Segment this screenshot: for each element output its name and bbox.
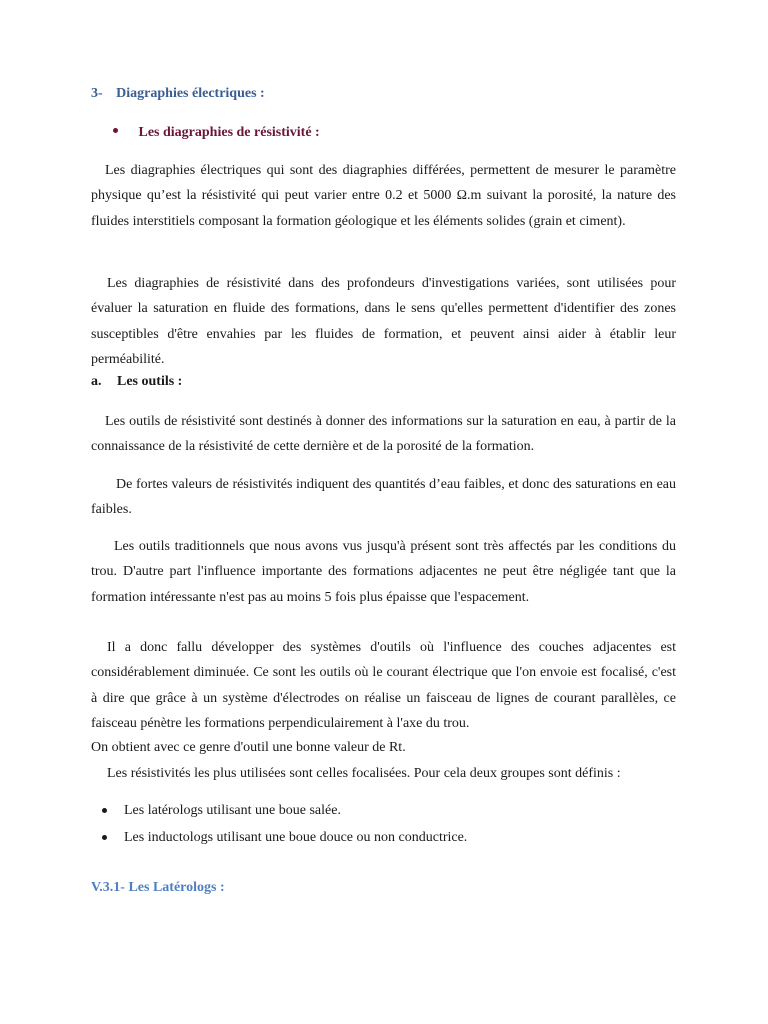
- paragraph-8: Les résistivités les plus utilisées sont celles focalisées. Pour cela deux groupes sont définis :: [107, 766, 621, 781]
- tools-heading: [91, 374, 182, 390]
- section-number: 3-: [91, 86, 103, 101]
- bullet-icon: [102, 808, 107, 813]
- bullet-list: [91, 801, 676, 855]
- bullet-icon: [113, 128, 118, 133]
- tools-heading-number: a.: [91, 374, 102, 389]
- list-item: [91, 828, 676, 855]
- list-item-text: Les latérologs utilisant une boue salée.: [124, 803, 341, 818]
- bullet-icon: [102, 835, 107, 840]
- paragraph-5: Les outils traditionnels que nous avons vus jusqu'à présent sont très affectés par les conditions du trou. D'autre part l'influence importante des formations adjacentes ne peut être négligée tant que la formation intéressante n'est pas au moins 5 fois plus épaisse que l'espacement.: [91, 539, 676, 605]
- section-heading: [91, 86, 265, 102]
- paragraph-7: On obtient avec ce genre d'outil une bonne valeur de Rt.: [91, 740, 406, 755]
- next-section-heading: V.3.1- Les Latérologs :: [91, 880, 225, 895]
- tools-heading-title: Les outils :: [117, 374, 183, 389]
- subsection-title: Les diagraphies de résistivité :: [138, 125, 320, 140]
- paragraph-3: Les outils de résistivité sont destinés à donner des informations sur la saturation en eau, à partir de la connaissance de la résistivité de cette dernière et de la porosité de la formation.: [91, 414, 676, 455]
- paragraph-4: De fortes valeurs de résistivités indiquent des quantités d’eau faibles, et donc des saturations en eau faibles.: [91, 477, 676, 518]
- paragraph-1: Les diagraphies électriques qui sont des diagraphies différées, permettent de mesurer le paramètre physique qu’est la résistivité qui peut varier entre 0.2 et 5000 Ω.m suivant la porosité, la nature des fluides interstitiels composant la formation géologique et les éléments solides (grain et ciment).: [91, 163, 676, 229]
- section-title: Diagraphies électriques :: [116, 86, 265, 101]
- list-item-text: Les inductologs utilisant une boue douce ou non conductrice.: [124, 830, 468, 845]
- subsection-heading: [113, 125, 320, 141]
- paragraph-2: Les diagraphies de résistivité dans des profondeurs d'investigations variées, sont utilisées pour évaluer la saturation en fluide des formations, dans le sens qu'elles permettent d'identifier des zones susceptibles d'être envahies par les fluides de formation, et peuvent ainsi aider à établir leur perméabilité.: [91, 276, 676, 367]
- list-item: [91, 801, 676, 828]
- paragraph-6: Il a donc fallu développer des systèmes d'outils où l'influence des couches adjacentes est considérablement diminuée. Ce sont les outils où le courant électrique que l'on envoie est focalisé, c'est à dire que grâce à un système d'électrodes on réalise un faisceau de lignes de courant parallèles, ce faisceau pénètre les formations perpendiculairement à l'axe du trou.: [91, 640, 676, 731]
